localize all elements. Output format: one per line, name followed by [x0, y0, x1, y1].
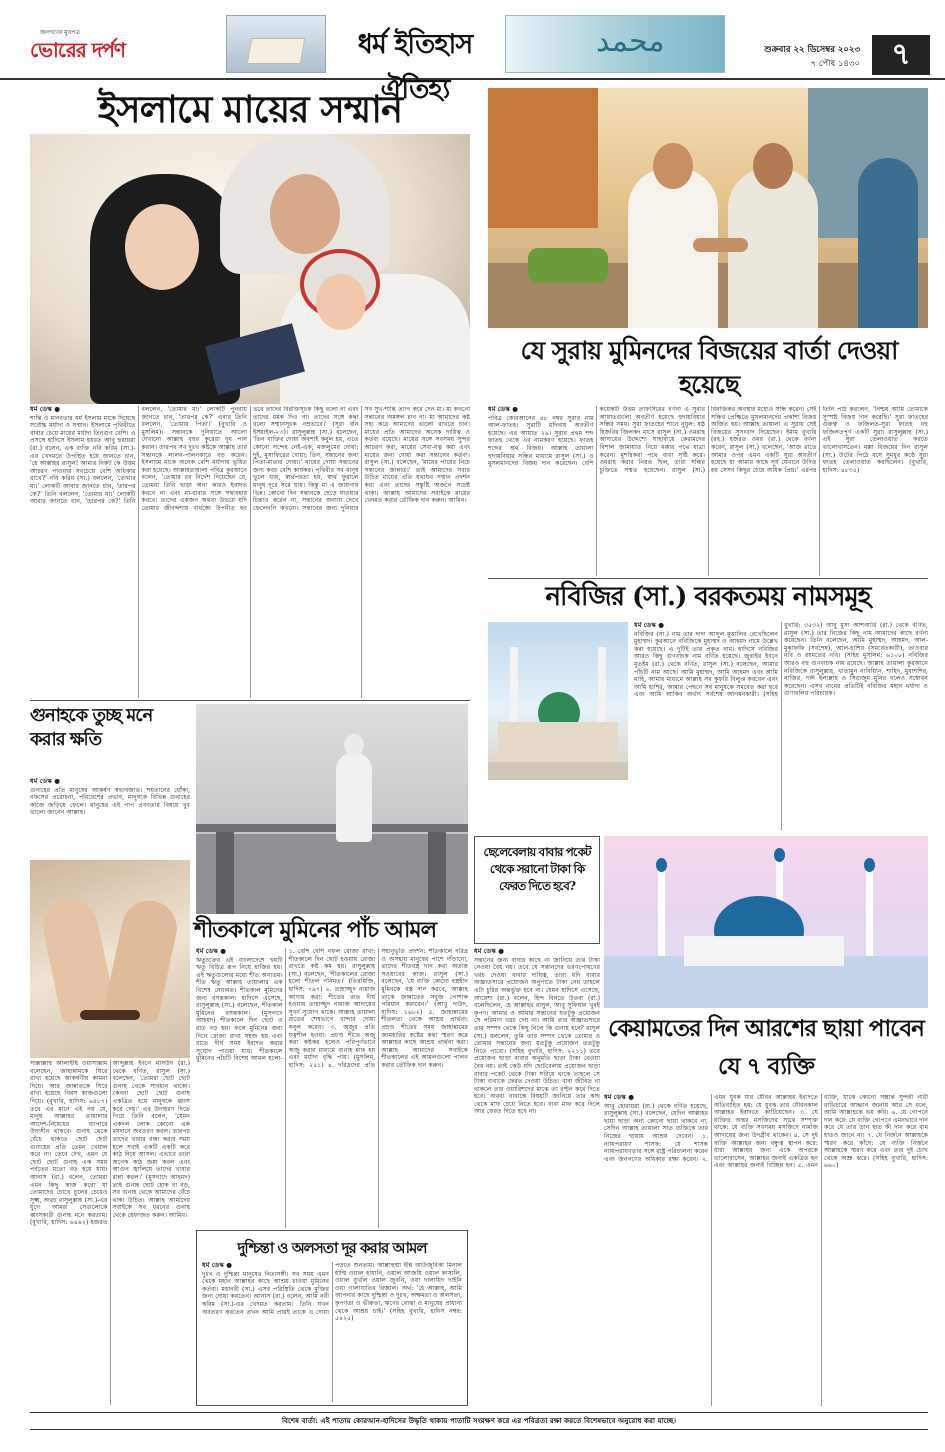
byline-money: ধর্ম ডেস্ক ● [474, 948, 504, 955]
body-sin [30, 1060, 190, 1405]
byline-winter: ধর্ম ডেস্ক ● [196, 948, 226, 955]
byline-arash: ধর্ম ডেস্ক ● [604, 1094, 634, 1101]
footer-notice: বিশেষ বার্তা: এই পাতায় কোরআন-হাদিসের উদ্ধৃতি থাকায় পাতাটি সংরক্ষণ করে এর পবিত্রতা রক্ষা করতে বিশেষভাবে অনুরোধ করা যাচ্ছে। [30, 1412, 928, 1430]
brand-logo[interactable]: ভোরের দর্পণ [30, 38, 125, 62]
headline-anxiety[interactable]: দুশ্চিন্তা ও অলসতা দূর করার আমল [237, 1239, 427, 1257]
photo-masjid-nabawi [488, 622, 628, 780]
photo-winter-man-bridge [196, 704, 468, 914]
body-maa [30, 406, 470, 698]
calligraphy-text: محمد [596, 24, 665, 59]
quran-banner-image [226, 15, 326, 73]
byline-bijoy: ধর্ম ডেস্ক ● [488, 406, 518, 413]
photo-praying-hands [30, 860, 190, 1058]
headline-bijoy[interactable]: যে সুরায় মুমিনদের বিজয়ের বার্তা দেওয়া হয়েছে [520, 336, 898, 399]
headline-sin[interactable]: গুনাহকে তুচ্ছ মনে করার ক্ষতি [30, 705, 153, 750]
body-winter [196, 948, 468, 1228]
byline-maa: ধর্ম ডেস্ক ● [30, 406, 60, 413]
body-winter-text: ঋতুচক্রের এই বাংলাদেশে ছয়টি ঋতু বিচিত্র রূপ নিয়ে হাজির হয়। এই ঋতুগুলোর মধ্যে শীত অন্যতম। শীত ঋতু আল্লাহ তায়ালার এক বিশেষ নেয়ামত। শীতকাল মুমিনের জন্য বসন্তকাল। হাদিসে এসেছে, রাসুলুল্লাহ (সা.) বলেছেন, শীতকাল মুমিনের বসন্তকাল। (মুসনাদে আহমদ) শীতকালে দিন ছোট ও রাত বড় হয়। ফলে মুমিনের জন্য দিনে রোজা রাখা সহজ হয় এবং রাতে দীর্ঘ সময় ইবাদত করার সুযোগ পাওয়া যায়। শীতকালে মুমিনের পাঁচটি বিশেষ আমল হলো- ১. বেশি বেশি নফল রোজা রাখা: শীতকালে দিন ছোট হওয়ায় রোজা রাখতে কষ্ট কম হয়। রাসুলুল্লাহ (সা.) বলেছেন, 'শীতকালের রোজা হলো শীতল গনিমত।' (তিরমিজি, হাদিস: ৭৯৭) ২. তাহাজ্জুদ নামাজ আদায় করা: শীতের রাত দীর্ঘ হওয়ায় তাহাজ্জুদ নামাজ আদায়ের সুবর্ণ সুযোগ থাকে। আল্লাহ তায়ালা রাতের শেষভাগে বান্দার দোয়া কবুল করেন। ৩. অজুর প্রতি যত্নশীল হওয়া: প্রচণ্ড শীতে অজু করা কষ্টকর হলেও পরিপূর্ণভাবে অজু করার মাধ্যমে গুনাহ মাফ হয় এবং মর্যাদা বৃদ্ধি পায়। (মুসলিম, হাদিস: ২৫১) ৪. দরিদ্রদের প্রতি সহানুভূতি প্রদর্শন: শীতকালে দরিদ্র ও অসহায় মানুষের পাশে দাঁড়ানো, তাদের শীতবস্ত্র দান করা অত্যন্ত সওয়াবের কাজ। রাসুল (সা.) বলেছেন, 'যে ব্যক্তি কোনো বস্ত্রহীন মুমিনকে বস্ত্র দান করবে, আল্লাহ তাকে জান্নাতের সবুজ পোশাক পরিধান করাবেন।' (আবু দাউদ, হাদিস: ১৬৮২) ৫. জাহান্নামের শীতলতা থেকে আশ্রয় প্রার্থনা: প্রচণ্ড শীতের সময় জাহান্নামের জামহারির কষ্টের কথা স্মরণ করে আল্লাহর কাছে আশ্রয় প্রার্থনা করা। আল্লাহ আমাদের সবাইকে শীতকালের এই আমলগুলো পালন করার তৌফিক দান করুন। [196, 948, 468, 1069]
body-sin-text: সাল্লাল্লাহু আলাইহি ওয়াসাল্লাম বলেছেন, জাহান্নামকে ঘিরে রাখা হয়েছে আকর্ষণীয় কামনা দিয়ে। আর জান্নাতকে ঘিরে রাখা হয়েছে নিরস কাজগুলো দিয়ে। (বুখারি, হাদিস: ৬৪৮৭) তবে এর মানে এই নয় যে, মানুষ আল্লাহর তায়ালার আদেশ-নিষেধের ব্যাপারে উদাসীন থাকবে। গুনাহ থেকে বেঁচে থাকতে ছোট ছোট গুনাহের প্রতি তেমন খেয়াল করে না। তেবে দেখ, এমন যে ছোট ছোট গুনাহ এক সময় পর্বতের মতো বড় হয়ে যায়। আনাস (রা.) বলেন, তোমরা এমন কিছু কাজ করো যা তোমাদের চোখে চুলের চেয়েও সূক্ষ্ম, অথচ রাসুলুল্লাহ (সা.)-এর যুগে আমরা সেগুলোকে ধ্বংসকারী গুনাহ মনে করতাম। (বুখারি, হাদিস: ৬৪৯২) হজরত আব্দুল্লাহ ইবনে মাসউদ (রা.) থেকে বর্ণিত, রাসুল (সা.) বলেছেন, 'তোমরা ছোট ছোট গুনাহ থেকে সাবধান থাকো। কেননা ছোট ছোট গুনাহ একত্রিত হয়ে মানুষকে ধ্বংস করে দেয়।' এর উদাহরণ দিতে গিয়ে তিনি বলেন, 'যেমন একদল লোক কোনো এক ময়দানে অবতরণ করল। তারপর তাদের খাবার রান্না করার সময় হলে সবাই একটি একটি করে কাঠ নিয়ে আসল। এভাবে তারা অনেক কাঠ জমা করল এবং আগুন জ্বালিয়ে তাদের খাবার রান্না করল।' (মুসনাদে আহমদ) তাই গুনাহ ছোট হোক বা বড়, সব গুনাহ থেকে আমাদের বেঁচে থাকা উচিত। আল্লাহ আমাদের সবাইকে সব ধরনের গুনাহ থেকে হেফাজত করুন। আমিন। [30, 1060, 190, 1227]
body-sin-top [30, 778, 190, 860]
body-maa-text: শান্তি ও মানবতার ধর্ম ইসলাম মাকে দিয়েছে সর্বোচ্চ মর্যাদা ও সম্মান। ইসলামে পৃথিবীতে বাবার চেয়ে মায়ের মর্যাদা তিনগুণ বেশি। এ প্রসঙ্গে হাদিসে ইসলাম হযরত আবু হুরায়রা (রা.) বলেন, এক ব্যক্তি নবি করিম (সা.)-এর খেদমতে উপস্থিত হয়ে জানতে চান, 'হে আল্লাহর রাসুল! আমার নিকট কে উত্তম আচরণ পাওয়ার সবচেয়ে বেশি অধিকার রাখে?' নবি করিম (সা.) বললেন, 'তোমার মা।' লোকটি আবার জানতে চান, 'তারপর কে?' তিনি বললেন, 'তোমার মা।' লোকটি আবার জানতে চান, 'তারপর কে?' তিনি বললেন, 'তোমার মা।' লোকটি পুনরায় জানতে চান, 'তারপর কে?' এবার তিনি বললেন, 'তোমার পিতা।' (বুখারি ও মুসলিম)। সন্তানকে দুনিয়াতে আলো দেখানো আল্লাহ বহুর কুরেরা দুধ পান করান। তারপর সব দুঃখ কষ্টকে আল্লাহ তার সন্তানকে লালন-পালনকারে বড় করেন। ইসলামে মাকে অনেক বেশি মর্যাদায় ভূষিত করা হয়েছে। আল্লাহতায়ালা পবিত্র কুরআনে বলেন, 'তোমার রব নির্দেশ দিয়েছেন যে, তোমরা তিনি ছাড়া অন্য কারও ইবাদত করবে না এবং মা-বাবার সঙ্গে সদ্ব্যবহার করবে। তাদের একজন অথবা উভয়ে যদি তোমার জীবদ্দশায় বার্ধক্যে উপনীত হন তবে তাদের বিরক্তিসূচক কিছু বলো না এবং তাদের ধমক দিও না। তাদের সঙ্গে কথা বলো সম্মানসূচক নম্রভাবে।' (সূরা বনি ইসরাইল-২৩)। রাসুলুল্লাহ (সা.) বলেছেন, 'তিন ব্যক্তির দোয়া অবশ্যই কবুল হয়, এতে কোনো সন্দেহ নেই-এক, মজলুমের দোয়া; দুই, মুসাফিরের দোয়া; তিন, সন্তানের জন্য পিতা-মাতার দোয়া।' মায়ের দোয়া সন্তানের জন্য কবচ বেশি কার্যকর। পৃথিবীর সব মানুষ ভুলে যায়, স্বার্থপরতা হয়, স্বার্থ ফুরালে মানুষ দূরে সরে যায়। কিন্তু মা এ জায়গায় ভিন্ন। কোনো দিন সন্তানকে ছেড়ে যাওয়ার চিন্তাও করেন না, সন্তানের অন্যায় দেখে ফেলেননি কখনো। সন্তানের জন্য দুনিয়ার সব সুখ-শান্তি ত্যাগ করে দেন মা। মা কখনো সন্তানের অমঙ্গল চান না। মা আমাদের কষ্ট সহ্য করে আমাদের ভালো রাখতে চান। মায়ের প্রতি আমাদের অনেক দায়িত্ব ও কর্তব্য রয়েছে। মায়ের সঙ্গে সবসময় সুন্দর আচরণ করা, মায়ের সেবা-যত্ন করা এবং মায়ের জন্য দোয়া করা সন্তানের কর্তব্য। রাসুল (সা.) বলেছেন, 'মায়ের পায়ের নিচে সন্তানের জান্নাত।' তাই আমাদের সবার উচিত মায়ের প্রতি যথাযথ সম্মান প্রদর্শন করা এবং তাদের সন্তুষ্টি অর্জনে সচেষ্ট থাকা। আল্লাহ আমাদের সবাইকে মায়ের খেদমত করার তৌফিক দান করুন। আমিন। [30, 406, 470, 512]
photo-mosque-blue-domes [604, 836, 928, 1008]
body-names [634, 622, 928, 830]
body-bijoy-text: পবিত্র কোরআনের ৪৮ নম্বর সুরার নাম আল-ফাতহ। সুরাটি মদিনায় অবতীর্ণ হয়েছে। এর আয়াত ২৯। সুরার প্রথম শব্দ ফাতহ থেকে এর নামকরণ হয়েছে। ফাতহ শব্দের অর্থ বিজয়। আল্লাহ তায়ালা হুদায়বিয়ার সন্ধির মাধ্যমে রাসুল (সা.) ও মুসলমানদের বিজয় দান করেছেন। বেশি কয়েকটি উত্তম তাফসিরের বর্ণনা এ সুরার আয়াতগুলো অবতীর্ণ হয়েছে হুদায়বিয়ার সন্ধির সময়। সুরা ফাতহের শানে নুযুল: ষষ্ঠ হিজরির জিলকদ মাসে রাসুল (সা.) ওমরাহ আদায়ের উদ্দেশ্যে সাহাবায়ে কেরামদের বিশাল জামায়াত নিয়ে মক্কার পথে যাত্রা করেন। মুশরিকরা পথে বাধা সৃষ্টি করে। ওমরাহ করার নিয়ত ছিল, তারা সন্ধির চুক্তিতে সম্মত হয়েছেন। রাসুল (সা.) বিরক্তিকর অবস্থার মধ্যেও সন্ধি করেন। সেই সন্ধির প্রেক্ষিতে মুসলমানদের প্রকাশ্য বিজয় অর্জিত হয়। আল্লাহ তায়ালা এ সুরায় সেই বিজয়ের সুসংবাদ দিয়েছেন। ইমাম বুখারি (রহ.) হজরত ওমর (রা.) থেকে বর্ণনা করেন, রাসুল (সা.) বলেছেন, 'আজ রাতে আমার ওপর এমন একটি সুরা অবতীর্ণ হয়েছে যা আমার কাছে সূর্য যেখানে উদিত হয় সেসব কিছুর চেয়ে অধিক প্রিয়।' এরপর তিনি পাঠ করলেন, 'নিশ্চয় আমি তোমাকে সুস্পষ্ট বিজয় দান করেছি।' সুরা ফাতহের গুরুত্ব ও ফজিলত-সুরা ফাতহ বহু ফজিলতপূর্ণ একটি সুরা। রাসুলুল্লাহ (সা.) এই সুরা তেলাওয়াত করতে ভালোবাসতেন। মক্কা বিজয়ের দিন রাসুল (সা.) উটের পিঠে বসে সুমধুর কণ্ঠে সুরা ফাতহ তেলাওয়াত করছিলেন। (বুখারি, হাদিস: ৪৮৩৫) [488, 406, 928, 474]
calligraphy-banner-image [505, 15, 725, 73]
body-money-text: সন্তানের জন্য বাবার কাছে না জানিয়ে তার টাকা নেওয়া বৈধ নয়। তবে যে সন্তানদের ভরণপোষণের খরচ দেওয়া বাবার দায়িত্ব, তারা যদি বাবার অজ্ঞাতসারে প্রয়োজন অনুপাতে টাকা নেয় তাহলে এটা চুরির অন্তর্ভুক্ত হবে না। যেমন হাদিসে এসেছে, আয়েশা (রা.) বলেন, হিন্দ বিনতে উতবা (রা.) বলেছিলেন, হে আল্লাহর রাসুল, আবু সুফিয়ান খুবই কৃপণ। আমার ও আমার সন্তানের যতটুকু প্রয়োজন সে পরিমাণ খরচ দেয় না। আমি তার অজ্ঞাতসারে তার সম্পদ থেকে কিছু নিলে কি গুনাহ হবে? রাসুল (সা.) বললেন, তুমি তার সম্পদ থেকে তোমার ও তোমার সন্তানের জন্য যতটুকু প্রয়োজন ততটুকু নিতে পারো। (সহিহ বুখারি, হাদিস: ২২১১) তবে প্রয়োজন ছাড়া বাবার অনুমতি ছাড়া টাকা নেওয়া বৈধ নয়। তাই কেউ যদি ছোটবেলায় প্রয়োজন ছাড়া বাবার পকেট থেকে টাকা সরিয়ে থাকে তাহলে সে টাকা বাবাকে ফেরত দেওয়া উচিত। বাবা জীবিত না থাকলে তার ওয়ারিশদের মাঝে তা বণ্টন করে দিতে হবে। অথবা বাবাকে বিষয়টি জানিয়ে তার কাছ থেকে মাফ চেয়ে নিতে হবে। বাবা মাফ করে দিলে আর ফেরত দিতে হবে না। [474, 956, 600, 1116]
body-names-text: নবিজির (সা.) নাম তার দাদা আব্দুল মুত্তালিব রেখেছিলেন মুহাম্মদ। কুরআনে নবিজিকে মুহাম্মদ ও আহমদ নামে উল্লেখ করা হয়েছে। এ দুটিই তার প্রকৃত নাম। হাদিসে নবিজির আরও কিছু গুণবাচক নাম বর্ণিত হয়েছে। জুবাইর ইবনে মুতইম (রা.) থেকে বর্ণিত, রাসুল (সা.) বলেছেন, আমার পাঁচটি নাম আছে। আমি মুহাম্মদ, আমি আহমদ এবং আমি মাহি, আমার মাধ্যমে আল্লাহ সব কুফরি বিলুপ্ত করবেন এবং আমি হাশির, আমার পেছনে সব মানুষকে সমবেত করা হবে এবং আমি আকিব অর্থাৎ সর্বশেষ আগমনকারী। (সহিহ বুখারি: ৩৫৩২) আবু মুসা আশআরি (রা.) থেকে বর্ণিত, রাসুল (সা.) তার নিজের কিছু নাম আমাদের কাছে বর্ণনা করেছেন। তিনি বলেছেন, আমি মুহাম্মদ, আহমদ, আল-মুকাফফি (সর্বশেষ), আল-হাশির (সমবেতকারী), তাওবার নবি ও রহমতের নবি। (সহিহ মুসলিম: ৬১০৮) নবিজির আরও বহু গুণবাচক নাম রয়েছে। আল্লাহ তায়ালা কুরআনে নবিজিকে রাসুলুল্লাহ, খাতামুন নাবিয়্যিন, শাহিদ, মুবাশশির, নাজির, দাঈ ইলাল্লাহ ও সিরাজুম মুনির বলেও সম্বোধন করেছেন। এসব নামের প্রতিটিই নবিজির মহান মর্যাদা ও গুণাবলির পরিচায়ক। [634, 622, 928, 699]
body-arash-text: আবু হোরায়রা (রা.) থেকে বর্ণিত হয়েছে, রাসুলুল্লাহ (সা.) বলেছেন, যেদিন আল্লাহর ছায়া ছাড়া অন্য কোনো ছায়া থাকবে না, সেদিন আল্লাহ তায়ালা সাত ব্যক্তিকে তার নিজের ছায়ায় আশ্রয় দেবেন। ১. ন্যায়পরায়ণ শাসক: যে শাসক ন্যায়পরায়ণতার সঙ্গে রাষ্ট্র পরিচালনা করেন এবং জনগণের অধিকার রক্ষা করেন। ২. এমন যুবক যার যৌবন আল্লাহর ইবাদতে অতিবাহিত হয়: যে যুবক তার যৌবনকাল আল্লাহর ইবাদতে কাটিয়েছেন। ৩. যে ব্যক্তির অন্তর মসজিদের সাথে সম্পৃক্ত থাকে: যে ব্যক্তি সবসময় মসজিদে নামাজ আদায়ের জন্য উদগ্রীব থাকেন। ৪. সে দুই ব্যক্তি আল্লাহর জন্য বন্ধুত্ব স্থাপন করে: যারা আল্লাহর জন্য একে অপরকে ভালোবাসেন, আল্লাহর জন্যই একত্রিত হন এবং আল্লাহর জন্যই বিচ্ছিন্ন হন। ৫. এমন ব্যক্তি, যাকে কোনো সম্ভ্রান্ত সুন্দরী নারী ব্যভিচারে আহ্বান জানায় আর সে বলে, আমি আল্লাহকে ভয় করি। ৬. যে গোপনে দান করে: যে ব্যক্তি গোপনে এমনভাবে দান করে যে তার ডান হাত কী দান করে বাম হাতও জানে না। ৭. যে নির্জনে আল্লাহকে স্মরণ করে কাঁদে: যে ব্যক্তি নির্জনে আল্লাহকে স্মরণ করে এবং তার দুই চোখ থেকে অশ্রু ঝরে। (সহিহ বুখারি, হাদিস: ৬৬০) [604, 1094, 928, 1170]
byline-names: ধর্ম ডেস্ক ● [634, 622, 664, 629]
body-anxiety [202, 1262, 462, 1402]
divider [488, 578, 928, 579]
byline-sin: ধর্ম ডেস্ক ● [30, 778, 60, 785]
divider [30, 700, 470, 701]
headline-maa[interactable]: ইসলামে মায়ের সম্মান [97, 87, 403, 131]
date-bengali: ৭ পৌষ ১৪৩০ [810, 59, 860, 69]
body-money [474, 948, 600, 1403]
headline-winter[interactable]: শীতকালে মুমিনের পাঁচ আমল [193, 917, 437, 943]
headline-names[interactable]: নবিজির (সা.) বরকতময় নামসমূহ [545, 582, 871, 612]
headline-money[interactable]: ছেলেবেলায় বাবার পকেট থেকে সরানো টাকা কি ফেরত দিতে হবে? [483, 845, 591, 893]
byline-anxiety: ধর্ম ডেস্ক ● [202, 1262, 232, 1269]
headline-arash[interactable]: কেয়ামতের দিন আরশের ছায়া পাবেন যে ৭ ব্যক্তি [608, 1015, 924, 1080]
body-sin-top-text: গুনাহের প্রতি মানুষের আকর্ষণ স্বভাবজাত। শয়তানের ধোঁকা, নফসের প্ররোচনা, পরিবেশের প্রভাব, মানুষকে বিভিন্ন গুনাহের কাজে জড়িয়ে ফেলে। মানুষের এই পাপ প্রবণতার বিষয়ে খুব ভালো জানেন আল্লাহ। [30, 786, 190, 817]
body-arash [604, 1094, 928, 1406]
page-number: ৭ [872, 35, 930, 75]
section-title: ধর্ম ইতিহাস ঐতিহ্য [357, 29, 473, 105]
photo-mother-family [30, 134, 470, 404]
illustration-handshake-market [488, 88, 928, 328]
brand-tagline: জনগণের মুখপত্র [40, 29, 80, 36]
body-bijoy [488, 406, 928, 576]
body-anxiety-text: দুঃখ ও দুশ্চিন্তা মানুষের নিত্যসঙ্গী। সব সময় এমন থেকে মহান আল্লাহর কাছে আশ্রয় চাওয়া মুমিনের কর্তব্য। মহানবী (সা.) এসব পরিস্থিতি থেকে মুক্তির জন্য দোয়া করতেন। আনাস (রা.) বলেন, আমি নবী করিম (সা.)-এর খেদমত করতাম। তিনি যখন অবতরণ করতেন তখন আমি প্রায়ই তাকে এ দোয়া পড়তে শুনতাম। আল্লাহুম্মা ইন্নি আউজুবিকা মিনাল হাম্মি ওয়াল হাযানি, ওয়াল আজযি ওয়াল কাসালি, ওয়াল বুখলি ওয়াল জুবনি, ওয়া দালায়িদ দাইনি ওয়া গালাবাতির রিজাল। অর্থ: 'হে আল্লাহ, আমি আপনার কাছে দুশ্চিন্তা ও দুঃখ, অক্ষমতা ও অলসতা, কৃপণতা ও ভীরুতা, ঋণের বোঝা ও মানুষের প্রাধান্য থেকে আশ্রয় চাই।' (সহিহ বুখারি, হাদিস নম্বর: ৫৪২৫) [202, 1262, 462, 1323]
date-gregorian: শুক্রবার ২২ ডিসেম্বর ২০২৩ [764, 45, 860, 55]
